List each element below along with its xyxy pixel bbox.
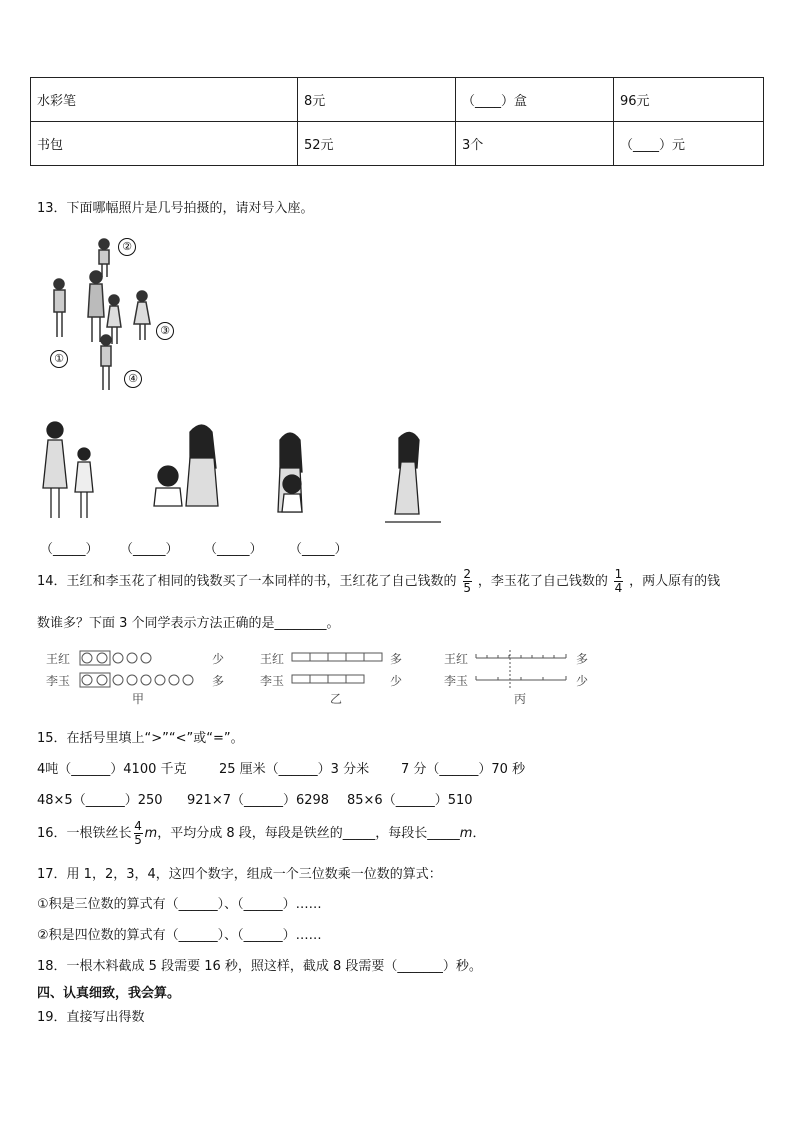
- fraction-numerator: 2: [463, 567, 471, 581]
- diagram-label: 王红: [46, 652, 71, 666]
- diagram-label: 多: [576, 652, 589, 666]
- table-row: [31, 78, 764, 122]
- diagram-bing: [444, 646, 604, 708]
- marker-4: ④: [124, 370, 142, 388]
- compare-item[interactable]: 25 厘米（______）3 分米: [219, 762, 370, 777]
- diagram-label: 少: [390, 674, 403, 688]
- question-14-text-b: ，李玉花了自己钱数的: [477, 574, 608, 589]
- diagram-caption: 丙: [514, 692, 527, 706]
- fraction-two-fifths: [463, 568, 472, 595]
- diagram-label: 王红: [260, 652, 285, 666]
- section-heading: 四、认真细致，我会算。: [37, 986, 181, 1001]
- photo-1: [40, 418, 100, 528]
- compare-item[interactable]: 4吨（______）4100 千克: [37, 762, 187, 777]
- diagram-label: 李玉: [444, 674, 469, 688]
- question-15: 15．在括号里填上“>”“<”或“=”。: [37, 731, 244, 746]
- table-cell: 水彩笔: [31, 78, 298, 122]
- diagram-label: 少: [212, 652, 225, 666]
- question-13: 13．下面哪幅照片是几号拍摄的，请对号入座。: [37, 201, 314, 216]
- table-cell: （____）盒: [456, 78, 614, 122]
- answer-blank-1[interactable]: （_____）: [40, 542, 99, 557]
- diagram-label: 李玉: [260, 674, 285, 688]
- fraction-denominator: 5: [134, 833, 142, 847]
- question-17: 17．用 1，2，3，4，这四个数字，组成一个三位数乘一位数的算式：: [37, 867, 442, 882]
- diagram-jia: [46, 646, 236, 708]
- question-14: [37, 568, 720, 595]
- fraction-four-fifths: [134, 820, 143, 847]
- price-table: [30, 77, 764, 166]
- question-16-end: ．: [472, 826, 486, 841]
- marker-3: ③: [156, 322, 174, 340]
- table-cell: 52元: [298, 122, 456, 166]
- question-16-text-a: 16．一根铁丝长: [37, 826, 132, 841]
- table-cell: 书包: [31, 122, 298, 166]
- table-cell: 3个: [456, 122, 614, 166]
- diagram-label: 王红: [444, 652, 469, 666]
- fraction-denominator: 4: [614, 581, 623, 595]
- diagram-caption: 乙: [330, 692, 343, 706]
- question-16-text-b: ，平均分成 8 段，每段是铁丝的_____，每段长_____: [157, 826, 460, 841]
- table-cell: （____）元: [614, 122, 764, 166]
- diagram-label: 多: [390, 652, 403, 666]
- question-18[interactable]: 18．一根木料截成 5 段需要 16 秒，照这样，截成 8 段需要（_______）秒。: [37, 959, 482, 974]
- compare-item[interactable]: 7 分（______）70 秒: [401, 762, 526, 777]
- compare-item[interactable]: 85×6（______）510: [347, 793, 473, 808]
- fraction-denominator: 5: [463, 581, 471, 595]
- question-17-part1[interactable]: ①积是三位数的算式有（______）、（______）……: [37, 897, 322, 912]
- question-19: 19．直接写出得数: [37, 1010, 145, 1025]
- photo-2: [150, 418, 225, 514]
- diagram-yi: [260, 646, 420, 708]
- fraction-numerator: 4: [134, 819, 142, 833]
- question-14-line2: 数谁多？下面 3 个同学表示方法正确的是________。: [37, 616, 340, 631]
- photographers-illustration: [44, 232, 184, 397]
- table-row: [31, 122, 764, 166]
- diagram-label: 李玉: [46, 674, 71, 688]
- diagram-caption: 甲: [132, 692, 145, 706]
- marker-2: ②: [118, 238, 136, 256]
- compare-item[interactable]: 921×7（______）6298: [187, 793, 330, 808]
- answer-blank-2[interactable]: （_____）: [120, 542, 179, 557]
- answer-blank-3[interactable]: （_____）: [204, 542, 263, 557]
- table-cell: 96元: [614, 78, 764, 122]
- fraction-one-quarter: [614, 568, 623, 595]
- marker-1: ①: [50, 350, 68, 368]
- answer-blank-4[interactable]: （_____）: [289, 542, 348, 557]
- table-cell: 8元: [298, 78, 456, 122]
- unit-meter: m: [459, 826, 473, 841]
- photo-4: [385, 428, 441, 528]
- question-14-text-a: 14．王红和李玉花了相同的钱数买了一本同样的书，王红花了自己钱数的: [37, 574, 457, 589]
- unit-meter: m: [144, 826, 158, 841]
- compare-item[interactable]: 48×5（______）250: [37, 793, 163, 808]
- question-14-text-c: ，两人原有的钱: [629, 574, 721, 589]
- question-16: [37, 820, 485, 847]
- diagram-label: 多: [212, 674, 225, 688]
- fraction-numerator: 1: [614, 567, 623, 581]
- diagram-label: 少: [576, 674, 589, 688]
- question-17-part2[interactable]: ②积是四位数的算式有（______）、（______）……: [37, 928, 322, 943]
- photo-3: [272, 428, 312, 518]
